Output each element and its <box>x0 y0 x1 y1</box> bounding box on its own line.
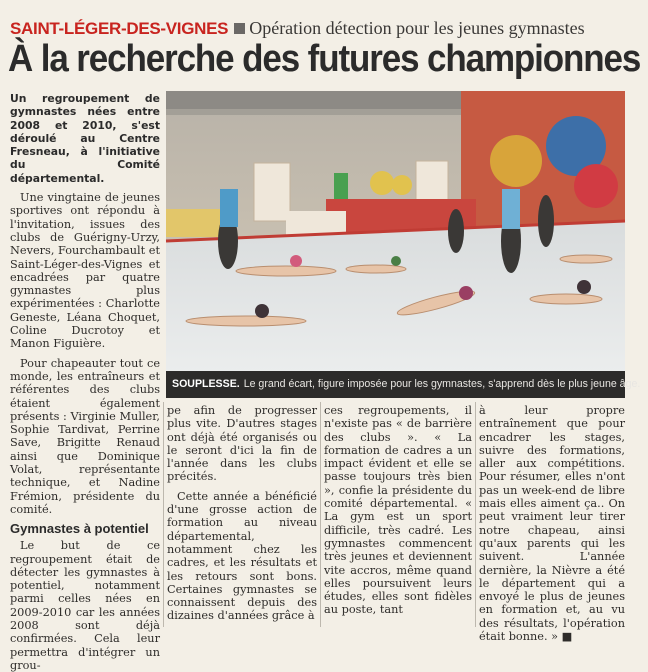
paragraph: à leur propre entraînement que pour encadrer les stages, suivre des formations, aller aux compétitions. Pour résumer, elles n'ont pas un week-end de libre mais elles aiment ça.. On peut vraiment leur tirer notre chapeau, ainsi qu'aux parents qui les suivent. L'année dernière, la Nièvre a été le département qui a envoyé le plus de jeunes en formation et, au vu des résultats, l'opération était bonne. » ■ <box>479 404 625 644</box>
column-2 <box>167 404 317 627</box>
column-divider <box>475 402 476 627</box>
article-kicker <box>10 18 642 40</box>
gymnastics-photo <box>166 91 625 398</box>
paragraph: Pour chapeauter tout ce monde, les entraîneurs et référentes des clubs étaient également présents : Virginie Muller, Sophie Tardivat, Perrine Save, Brigitte Renaud ainsi que Dominique Volat, représentante technique, et Nadine Frémion, présidente du comité. <box>10 356 160 516</box>
article-lead: Un regroupement de gymnastes nées entre 2008 et 2010, s'est déroulé au Centre Fresneau, à l'initiative du Comité départemental. <box>10 92 160 185</box>
paragraph: Le but de ce regroupement était de détecter les gymnastes à potentiel, notamment parmi celles nées en 2009-2010 car les années 2008 sont déjà confirmées. Cela leur permettra d'intégrer un grou- <box>10 539 160 672</box>
column-3 <box>324 404 472 627</box>
subheading: Gymnastes à potentiel <box>10 521 149 537</box>
column-divider <box>163 402 164 627</box>
topic-label: Opération détection pour les jeunes gymnastes <box>249 18 585 38</box>
gym-scene-image <box>166 91 625 398</box>
square-bullet-icon <box>234 23 245 34</box>
paragraph: Une vingtaine de jeunes sportives ont répondu à l'invitation, issues des clubs de Guérigny-Urzy, Nevers, Fourchambault et Saint-Léger-des-Vignes et encadrées par quatre gymnastes plus expérimentées : Charlotte Geneste, Léana Choquet, Coline Ducrotoy et Manon Figuière. <box>10 191 160 351</box>
paragraph: pe afin de progresser plus vite. D'autres stages ont déjà été organisés ou le seront d'ici la fin de l'année dans les clubs précités. <box>167 404 317 484</box>
location-label: SAINT-LÉGER-DES-VIGNES <box>10 19 229 38</box>
headline: À la recherche des futures championnes <box>8 38 641 80</box>
paragraph: ces regroupements, il n'existe pas « de barrière des clubs ». « La formation de cadres a un impact évident et elle se passe toujours très bien », confie la présidente du comité départemental. « La gym est un sport difficile, très cadré. Les gymnastes commencent très jeunes et deviennent vite accros, même quand elles poursuivent leurs études, elles sont fidèles au poste, tant <box>324 404 472 617</box>
photo-caption <box>166 371 641 398</box>
column-1 <box>10 92 160 672</box>
column-4 <box>479 404 625 644</box>
column-divider <box>320 402 321 627</box>
caption-label: SOUPLESSE. <box>172 378 240 390</box>
caption-text: Le grand écart, figure imposée pour les gymnastes, s'apprend dès le plus jeune âge. <box>243 378 641 390</box>
paragraph: Cette année a bénéficié d'une grosse action de formation au niveau départemental, notamment chez les cadres, et les résultats et les retours sont bons. Certaines gymnastes se connaissent depuis des dizaines d'années grâce à <box>167 489 317 623</box>
